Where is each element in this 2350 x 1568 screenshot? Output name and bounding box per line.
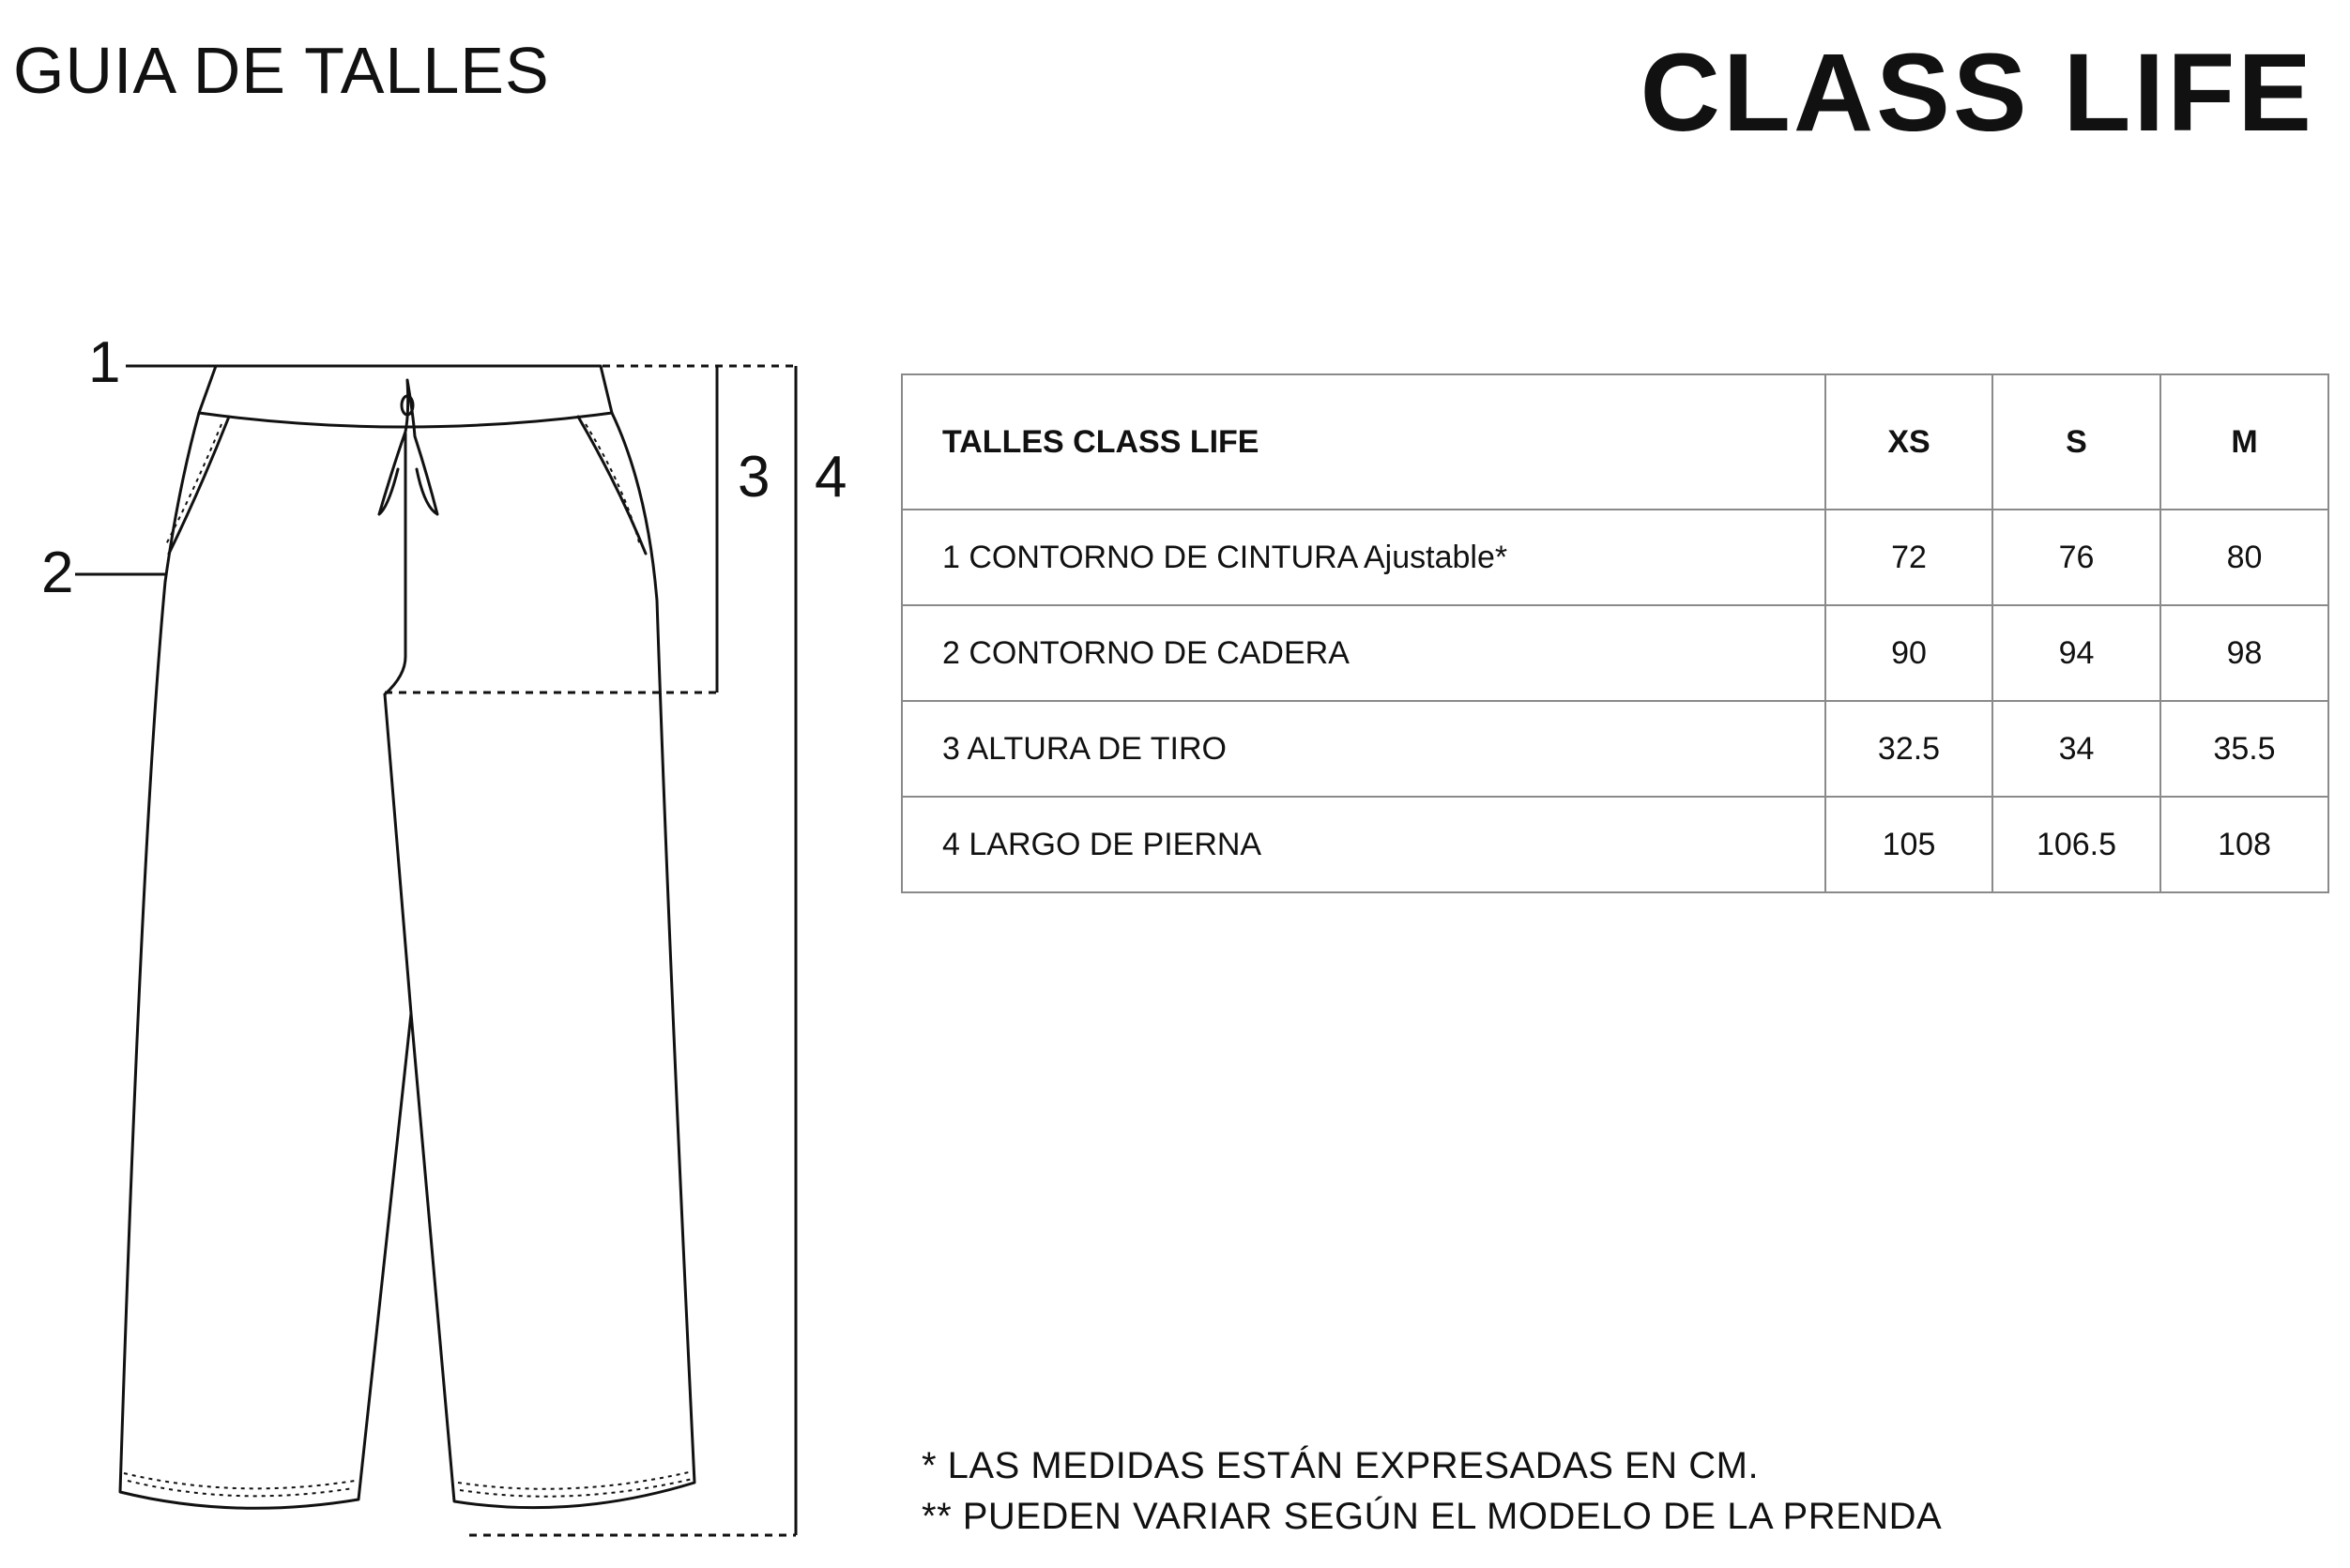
cell-value: 80: [2160, 510, 2328, 605]
callout-1: 1: [88, 330, 121, 395]
column-header-s: S: [1992, 374, 2160, 510]
right-leg: [411, 413, 694, 1508]
cell-value: 35.5: [2160, 701, 2328, 797]
row-label: 4 LARGO DE PIERNA: [902, 797, 1825, 892]
column-header-size-chart: TALLES CLASS LIFE: [902, 374, 1825, 510]
callout-2: 2: [41, 540, 74, 605]
callout-4: 4: [815, 445, 847, 510]
column-header-xs: XS: [1825, 374, 1992, 510]
table-header-row: [902, 374, 2328, 510]
row-label: 2 CONTORNO DE CADERA: [902, 605, 1825, 701]
cell-value: 106.5: [1992, 797, 2160, 892]
fly-seam: [385, 434, 405, 694]
cell-value: 76: [1992, 510, 2160, 605]
left-pocket: [169, 417, 229, 554]
page-title: GUIA DE TALLES: [13, 34, 550, 107]
size-table: [901, 373, 2329, 893]
brand-logo: CLASS LIFE: [1640, 31, 2314, 155]
cell-value: 34: [1992, 701, 2160, 797]
cell-value: 90: [1825, 605, 1992, 701]
cell-value: 105: [1825, 797, 1992, 892]
cell-value: 98: [2160, 605, 2328, 701]
cell-value: 108: [2160, 797, 2328, 892]
table-row: [902, 701, 2328, 797]
footnote-units: * LAS MEDIDAS ESTÁN EXPRESADAS EN CM.: [922, 1445, 1760, 1486]
row-label: 3 ALTURA DE TIRO: [902, 701, 1825, 797]
column-header-m: M: [2160, 374, 2328, 510]
table-row: [902, 605, 2328, 701]
drawstring: [379, 380, 437, 514]
cell-value: 32.5: [1825, 701, 1992, 797]
table-row: [902, 797, 2328, 892]
footnotes: [922, 1440, 1942, 1542]
left-leg: [120, 413, 411, 1508]
footnote-variation: ** PUEDEN VARIAR SEGÚN EL MODELO DE LA PRENDA: [922, 1496, 1943, 1537]
table-row: [902, 510, 2328, 605]
cell-value: 94: [1992, 605, 2160, 701]
callout-3: 3: [738, 445, 771, 510]
row-label: 1 CONTORNO DE CINTURA Ajustable*: [902, 510, 1825, 605]
cell-value: 72: [1825, 510, 1992, 605]
